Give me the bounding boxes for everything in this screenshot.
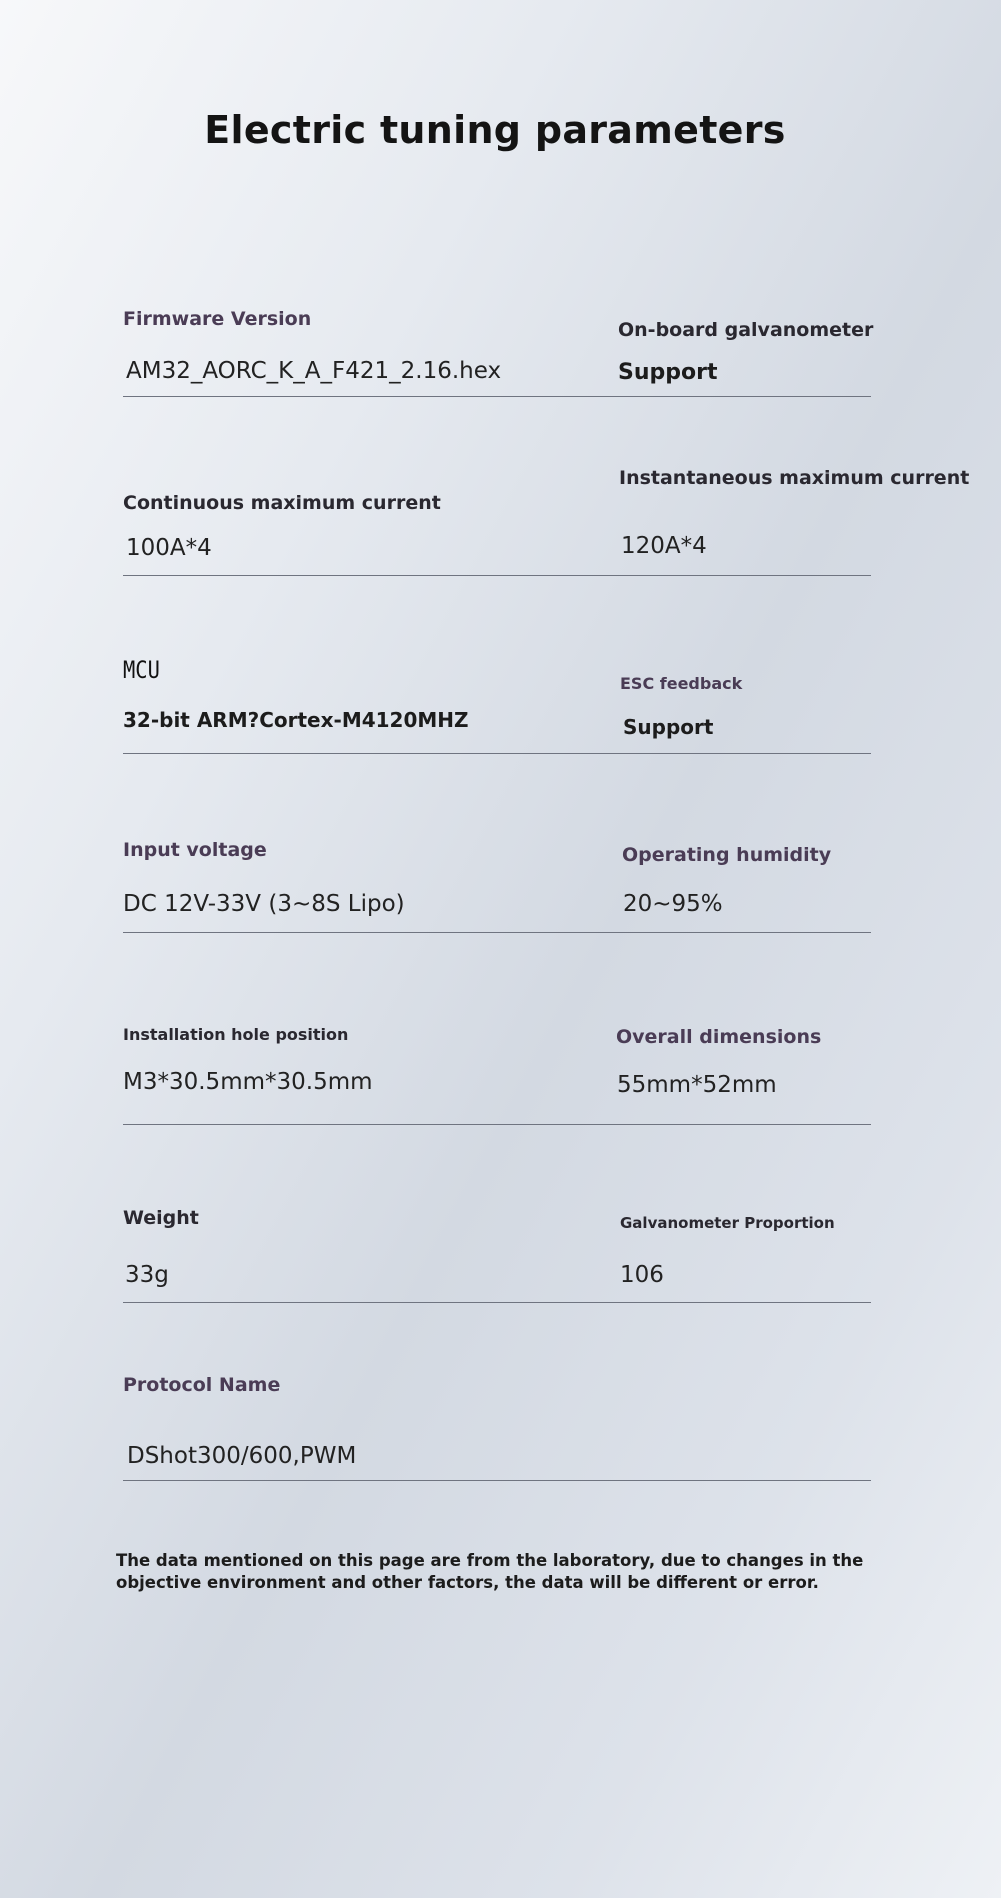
overall-dimensions-label: Overall dimensions (616, 1026, 822, 1048)
disclaimer-text: The data mentioned on this page are from the laboratory, due to changes in the objective environment and other factors, the data will be different or error. (116, 1551, 864, 1592)
mcu-value: 32-bit ARM?Cortex-M4120MHZ (123, 708, 469, 732)
instantaneous-max-current-value: 120A*4 (621, 533, 707, 559)
installation-hole-position-label: Installation hole position (123, 1025, 349, 1044)
row-divider (123, 396, 871, 397)
row-divider (123, 932, 871, 933)
row-divider (123, 1124, 871, 1125)
operating-humidity-value: 20~95% (623, 891, 723, 917)
installation-hole-position-value: M3*30.5mm*30.5mm (123, 1069, 373, 1095)
row-divider (123, 575, 871, 576)
page-title: Electric tuning parameters (204, 108, 786, 152)
galvanometer-proportion-label: Galvanometer Proportion (620, 1214, 835, 1232)
instantaneous-max-current-label: Instantaneous maximum current (619, 467, 970, 489)
input-voltage-label: Input voltage (123, 839, 267, 861)
row-divider (123, 1480, 871, 1481)
onboard-galvanometer-label: On-board galvanometer (618, 319, 874, 341)
protocol-name-label: Protocol Name (123, 1374, 281, 1396)
firmware-version-value: AM32_AORC_K_A_F421_2.16.hex (126, 358, 502, 384)
firmware-version-label: Firmware Version (123, 308, 312, 330)
weight-label: Weight (123, 1207, 199, 1229)
operating-humidity-label: Operating humidity (622, 844, 832, 866)
input-voltage-value: DC 12V-33V (3~8S Lipo) (123, 891, 405, 917)
continuous-max-current-value: 100A*4 (126, 535, 212, 561)
esc-feedback-label: ESC feedback (620, 674, 743, 693)
galvanometer-proportion-value: 106 (620, 1262, 664, 1288)
protocol-name-value: DShot300/600,PWM (127, 1443, 357, 1469)
overall-dimensions-value: 55mm*52mm (617, 1072, 777, 1098)
weight-value: 33g (125, 1262, 169, 1288)
onboard-galvanometer-value: Support (618, 360, 718, 385)
mcu-label: MCU (123, 656, 160, 684)
row-divider (123, 753, 871, 754)
esc-feedback-value: Support (623, 715, 714, 739)
row-divider (123, 1302, 871, 1303)
continuous-max-current-label: Continuous maximum current (123, 492, 441, 514)
